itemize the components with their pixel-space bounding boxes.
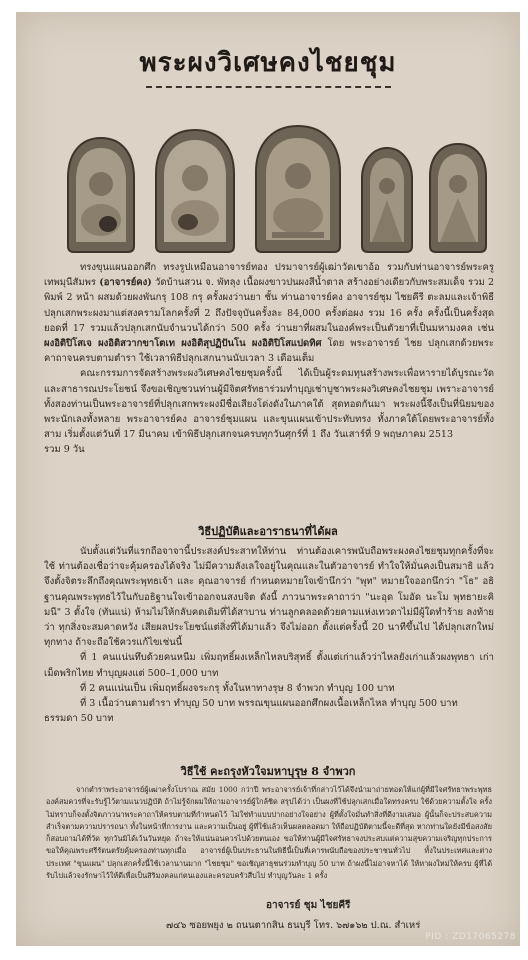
section1-item: ที่ 2 คนแน่นเป็น เพิ่มฤทธิ์ผงจระกรุ ทั้งในหาทางรุษ 8 จำพวก ทำบุญ 100 บาท (80, 682, 395, 694)
section2-body (46, 784, 492, 882)
amulet-image-3 (252, 122, 344, 254)
title-divider (146, 86, 391, 88)
intro-powders: ผงอิติปิโสเจ ผงอิติสวากขาโตเท ผงอิติสุปฏิปันโน ผงอิติปิโสแปดทิศ (44, 338, 322, 350)
watermark: PID : ZD17065278 (425, 932, 516, 942)
signature: อาจารย์ ชุม ไชยคีรี (266, 900, 351, 911)
amulet-image-4 (358, 144, 416, 254)
section1-underline (206, 538, 330, 539)
section2-text: จากตำราพระอาจารย์ผู้เฒ่าครั้งโบราณ สมัย 1000 กว่าปี พระอาจารย์เจ้าที่กล่าวไว้ได้จึงนำมาถ่ายทอดให้แก่ผู้ที่มีใจศรัทธาพระพุทธองค์สมควรที่จะรับรู้ไว้ตามแนวปฏิบัติ ถ้าไม่รู้จักผมให้ถามอาจารย์ผู้ใกล้ชิด สรุปได้ว่า เป็นผงที่ใช้ปลุกเสกเมื่อใดทรงครบ ใช้ด้วยความตั้งใจ ครั้งไม่ทราบก็จงตั้งจิตภาวนาพระคาถาให้ครบตามที่กำหนดไว้ ไม่ใช่ทำแบบปากอย่างใจอย่าง ผู้ที่ตั้งใจมั่นทำสิ่งที่ดีงามเสมอ ผู้นั้นก็จะประสบความสำเร็จตามความปรารถนา ทั้งในหน้าที่การงาน และความเป็นอยู่ ผู้ที่ใช้แล้วเห็นผลตลอดมา ให้ถือปฏิบัติตามนี้จะดีที่สุด หากท่านใดยังมีข้อสงสัยก็สอบถามได้ที่วัด ทุกวันมิได้เว้นวันหยุด ถ้าจะให้แน่นอนควรไปด้วยตนเอง ขอให้ท่านผู้มีใจศรัทธาจงประสบแต่ความสุขความเจริญทุกประการ ขอให้คุณพระศรีรัตนตรัยคุ้มครองท่านทุกเมื่อ อาจารย์ผู้เป็นประธานในพิธีนี้เป็นที่เคารพนับถือของประชาชนทั่วไป ทั้งในประเทศและต่างประเทศ "ขุนแผน" ปลุกเสกครั้งนี้ใช้เวลานานมาก "ไชยชุม" ขอเชิญสาธุชนร่วมทำบุญ 50 บาท ถ้าผงนี้ไม่อาจหาได้ ให้หาผงใหม่ให้ครบ ผู้ที่ได้รับไปแล้วจงรักษาไว้ให้ดีเพื่อเป็นสิริมงคลแก่ตนเองและครอบครัวสืบไป ทำบุญวันละ 1 ครั้ง (46, 785, 492, 881)
section1-title: วิธีปฏิบัติและอาราธนาที่ได้ผล (198, 525, 338, 538)
section2-title: วิธีใช้ คะถรุงหัวใจมหาบุรุษ 8 จำพวก (180, 765, 356, 778)
amulet-image-2 (152, 126, 238, 254)
section1-item: ที่ 3 เนื้อว่านตามตำรา ทำบุญ 50 บาท พรรณขุนแผนออกศึกผงเนื้อเหล็กไหล ทำบุญ 500 บาท (80, 698, 458, 710)
intro-highlight: (อาจารย์คง) (99, 277, 152, 289)
intro-rest: วัดบ้านสวน จ. พัทลุง เนื้อผงขาวปนผงสีน้ำตาล สร้างอย่างเดียวกับพระสมเด็จ รวม 2 พิมพ์ 2 หน้า ผสมด้วยผงพันกรุ 108 กรุ ครั้งผงว่านยา ชั้น ท่านอาจารย์คง อาจารย์ชุม ไชยคีรี ตะลมและเจ้าพิธีปลุกเสกพระผงมาแต่สงครามโลกครั้งที่ 2 ถึงปัจจุบันครั้งละ 84,000 ครั้งต่อผง รวม 16 ครั้ง ครั้งนี้เป็นครั้งสุดยอดที่ 17 รวมแล้วปลุกเสกนับจำนวนได้กว่า 500 ครั้ง ว่านยาที่ผสมในองค์พระเป็นตัวยาที่เป็นมหามงคล เช่น (44, 277, 494, 334)
section2-underline (192, 778, 344, 779)
document-page (16, 12, 520, 946)
amulet-image-5 (426, 140, 490, 254)
intro-rest2: โดย พระอาจารย์ ไชย ปลุกเสกด้วยพระคาถาจนครบตามตำรา ใช้เวลาพิธีปลุกเสกนานนับเวลา 3 เดือนเต็ม (44, 338, 494, 365)
section1-item: ที่ 1 คนแน่นทึบด้วยคนหนีม เพิ่มฤทธิ์ผงเหล็กไหลบริสุทธิ์ ตั้งแต่เก่าแล้วว่าไหลยังเก่าแล้วผงพุทธา เก่าเม็ดพริกไทย ทำบุญผงแต่ 500–1,000 บาท (44, 652, 494, 679)
intro-count: รวม 9 วัน (44, 444, 85, 456)
section1-text: นับตั้งแต่วันที่แรกถือจาจานี้ประสงค์ประสาทให้ท่าน ท่านต้องเคารพนับถือพระผงคงไชยชุมทุกครั้งที่จะใช้ ท่านต้องเชื่อว่าจะคุ้มครองได้จริง ไม่มีความลังเลใจอยู่ในคุณและในตัวอาจารย์ ทำใจให้มั่นคงเป็นสมาธิ แล้วจึงตั้งจิตระลึกถึงคุณพระพุทธเจ้า และ คุณอาจารย์ กำหนดหมายใจเข้านึกว่า "พุท" หมายใจออกนึกว่า "โธ" อธิฐานคุณพระพุทธไว้ในกับอธิฐานใจเข้าออกจนสงบจิต ดังนี้ ภาวนาพระคาถาว่า "นะอุด โมอัด นะโม พุทธายะคิมนี" 3 ตั้งใจ (ทันแน่) ห้ามไม่ให้กลับคดเดิมที่ได้สาบาน ท่านลูกคลอดด้วยคามแห่งเทวดาไม่มีผู้ใดทำร้าย ลงท้ายว่า ทุกสิ่งจะสมคาดหวัง เสียผลประโยชน์แต่สิ่งที่ได้มาแล้ว จึงไม่ออก ตั้งแต่ครั้งนี้ 20 นาทีขึ้นไป ได้ปลุกเสกใหม่ทุกทาง ถ้าจะถือใช้ควรแก้ไขเช่นนี้ (44, 546, 494, 649)
intro-paragraph-2: คณะกรรมการจัดสร้างพระผงวิเศษคงไชยชุมครั้งนี้ ได้เป็นผู้ระดมทุนสร้างพระเพื่อหารายได้บูรณะวัดและสาธารณประโยชน์ จึงขอเชิญชวนท่านผู้มีจิตศรัทธาร่วมทำบุญเช่าบูชาพระผงวิเศษคงไชยชุม เพราะอาจารย์ทั้งสองท่านเป็นพระอาจารย์ที่ปลุกเสกพระผงมีชื่อเสียงโด่งดังในภาคใต้ สุดทอดกันมา พระผงนี้จึงเป็นที่นิยมของพระนักเลงทั้งหลาย พระอาจารย์คง อาจารย์ชุมแผน และขุนแผนเข้าประทับทรง ทั้งภาคใต้โดยพระอาจารย์ทั้งสาม เริ่มตั้งแต่วันที่ 17 มีนาคม เข้าพิธีปลุกเสกจนครบทุกวันศุกร์ที่ 1 ถึง วันเสาร์ที่ 9 พฤษภาคม 2513 (44, 368, 494, 441)
intro-lead: ทรงขุนแผนออกศึก ทรงรูปเหมือนอาจารย์ทอง ปรมาจารย์ผู้เฒ่าวัดเขาอ้อ รวมกับท่านอาจารย์พระครูเทพมุนีสัมพร (44, 262, 494, 289)
amulet-image-1 (64, 134, 138, 254)
section1-closing: ธรรมดา 50 บาท (44, 713, 114, 725)
section1-body (44, 544, 494, 726)
amulet-photos (54, 104, 494, 254)
intro-paragraph (44, 260, 494, 458)
address: ๗๔๖ ซอยพยุง ๒ ถนนตากสิน ธนบุรี โทร. ๖๗๑๖๒ ป.ณ. สำเหร่ (166, 920, 421, 931)
document-title: พระผงวิเศษคงไชยชุม (139, 48, 397, 78)
